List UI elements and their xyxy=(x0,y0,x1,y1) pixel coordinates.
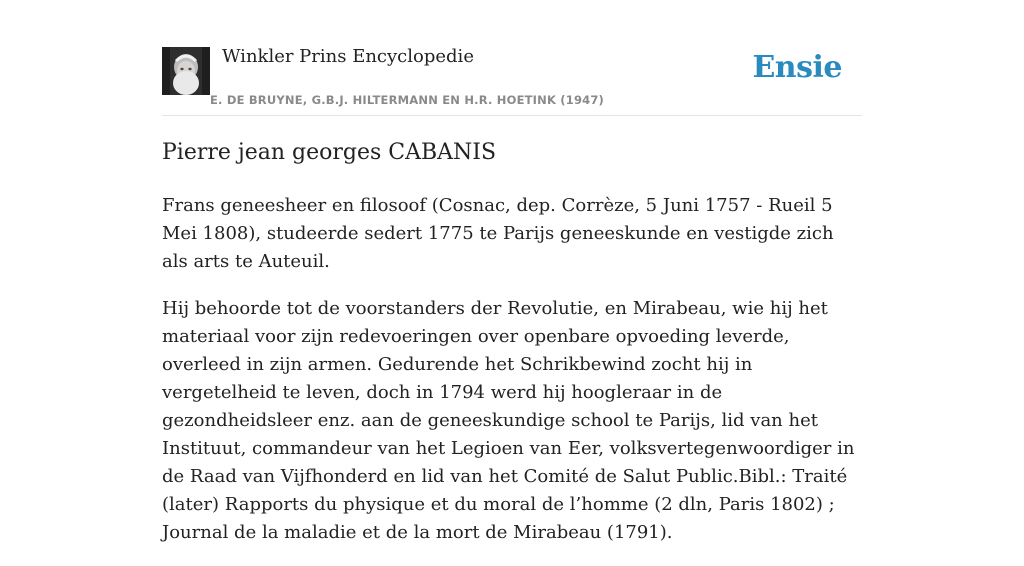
article-body xyxy=(162,192,862,566)
site-title-link[interactable]: Winkler Prins Encyclopedie xyxy=(222,46,474,67)
authors-credit: E. DE BRUYNE, G.B.J. HILTERMANN EN H.R. HOETINK (1947) xyxy=(210,93,605,107)
article-paragraph: Hij behoorde tot de voorstanders der Revolutie, en Mirabeau, wie hij het materiaal voor zijn redevoeringen over openbare opvoeding leverde, overleed in zijn armen. Gedurende het Schrikbewind zocht hij in vergetelheid te leven, doch in 1794 werd hij hoogleraar in de gezondheidsleer enz. aan de geneeskundige school te Parijs, lid van het Instituut, commandeur van het Legioen van Eer, volksvertegenwoordiger in de Raad van Vijfhonderd en lid van het Comité de Salut Public.Bibl.: Traité (later) Rapports du physique et du moral de l’homme (2 dln, Paris 1802) ; Journal de la maladie et de la mort de Mirabeau (1791). xyxy=(162,298,855,543)
article-paragraph: Frans geneesheer en filosoof (Cosnac, dep. Corrèze, 5 Juni 1757 - Rueil 5 Mei 1808), studeerde sedert 1775 te Parijs geneeskunde en vestigde zich als arts te Auteuil. xyxy=(162,195,834,272)
page-container xyxy=(162,0,862,543)
article-title: Pierre jean georges CABANIS xyxy=(162,140,497,165)
author-portrait-icon xyxy=(162,47,210,95)
author-avatar[interactable] xyxy=(162,47,210,95)
header xyxy=(162,0,862,116)
brand-logo-link[interactable]: Ensie xyxy=(752,50,842,85)
